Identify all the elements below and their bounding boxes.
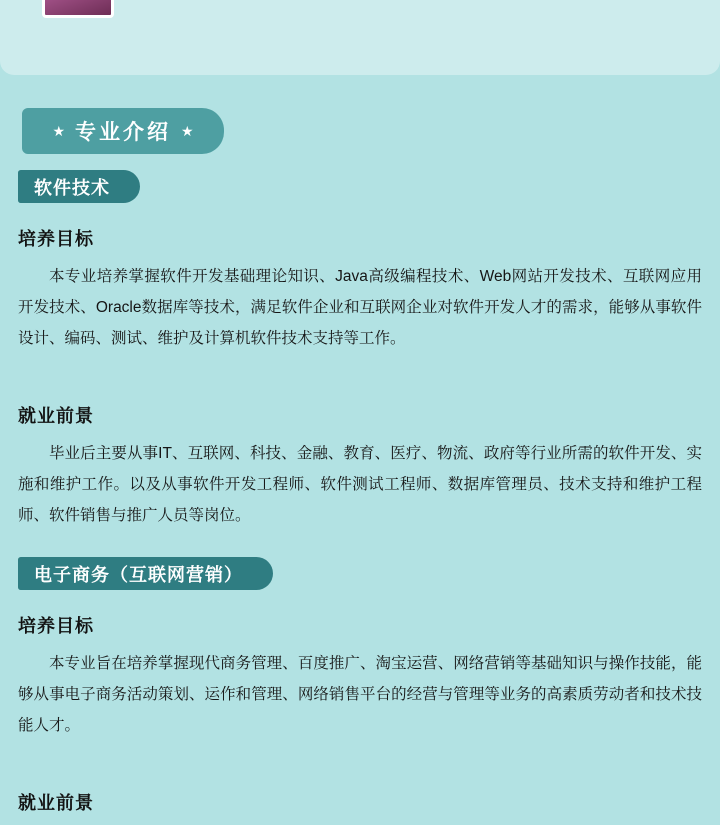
subheading-career-prospects: 就业前景 [18,793,94,813]
subheading-career-prospects: 就业前景 [18,406,94,426]
majors-container [0,170,720,825]
major-title-label: 软件技术 [34,177,110,198]
major-title-banner [18,170,140,203]
major-title-label: 电子商务（互联网营销） [34,564,243,585]
course-photo-thumbnail [42,0,114,18]
section-title-banner [22,108,224,154]
major-block-ecommerce [0,557,720,815]
star-icon-left: ★ [52,123,65,139]
star-icon-right: ★ [181,123,194,139]
major-pill-wrap [0,557,720,590]
paragraph-training-goal: 本专业旨在培养掌握现代商务管理、百度推广、淘宝运营、网络营销等基础知识与操作技能，能够从事电子商务活动策划、运作和管理、网络销售平台的经营与管理等业务的高素质劳动者和技术技能人才。 [18,655,702,734]
major-title-banner [18,557,273,590]
section-title-label: 专业介绍 [75,121,171,144]
paragraph-career-prospects: 毕业后主要从事IT、互联网、科技、金融、教育、医疗、物流、政府等行业所需的软件开发、实施和维护工作。以及从事软件开发工程师、软件测试工程师、数据库管理员、技术支持和维护工程师、软件销售与推广人员等岗位。 [18,445,702,524]
major-block-software-technology [0,170,720,531]
intro-paragraph [150,0,690,4]
intro-panel [0,0,720,75]
major-pill-wrap [0,170,720,203]
subheading-training-goal: 培养目标 [18,616,94,636]
subheading-training-goal: 培养目标 [18,229,94,249]
paragraph-training-goal: 本专业培养掌握软件开发基础理论知识、Java高级编程技术、Web网站开发技术、互联网应用开发技术、Oracle数据库等技术，满足软件企业和互联网企业对软件开发人才的需求，能够从事软件设计、编码、测试、维护及计算机软件技术支持等工作。 [18,268,702,347]
